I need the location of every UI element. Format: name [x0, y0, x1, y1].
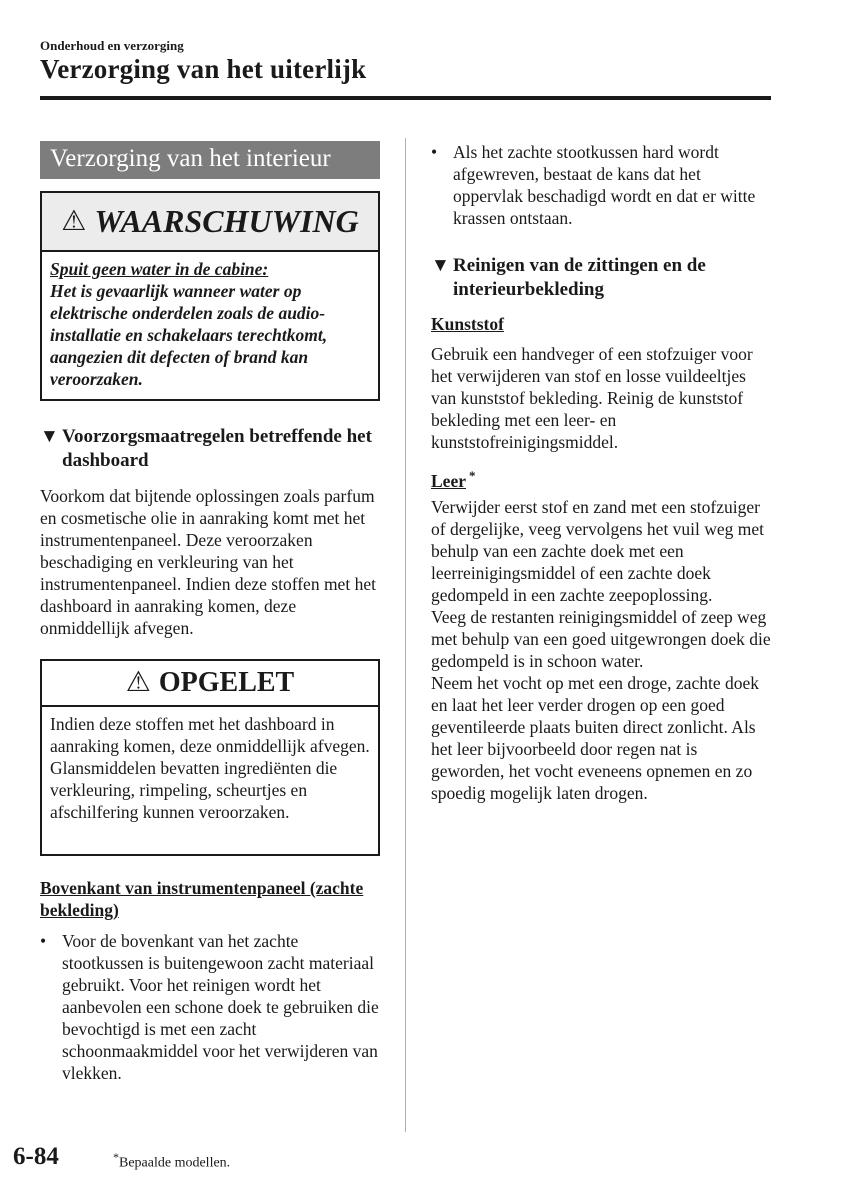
right-bullet	[431, 141, 771, 229]
warning-header	[42, 193, 378, 252]
dashboard-text: Voorkom dat bijtende oplossingen zoals parfum en cosmetische olie in aanraking komt met het instrumentenpaneel. Deze veroorzaken beschadiging en verkleuring van het instrumentenpaneel. Indien deze stoffen met het dashboard in aanraking komen, deze onmiddellijk afvegen.	[40, 486, 376, 638]
seats-heading	[431, 254, 793, 302]
upper-panel-bullet-text: Voor de bovenkant van het zachte stootkussen is buitengewoon zacht materiaal gebruikt. Voor het reinigen wordt het aanbevolen een schone doek te gebruiken die bevochtigd is met een zacht schoonmaakmiddel voor het verwijderen van vlekken.	[62, 931, 379, 1083]
warning-title: WAARSCHUWING	[94, 203, 359, 239]
leather-text-2: Veeg de restanten reinigingsmiddel of zeep weg met behulp van een goed uitgewrongen doek die gedompeld is in schoon water.	[431, 607, 771, 671]
plastic-text: Gebruik een handveger of een stofzuiger voor het verwijderen van stof en losse vuildeeltjes van kunststof bekleding. Reinig de kunststof bekleding met een leer- en kunststofreinigingsmiddel.	[431, 344, 753, 452]
seats-heading-text: Reinigen van de zittingen en de interieurbekleding	[453, 255, 706, 300]
section-label: Onderhoud en verzorging	[40, 38, 184, 53]
caution-text-2: Glansmiddelen bevatten ingrediënten die verkleuring, rimpeling, scheurtjes en afschilfering kunnen veroorzaken.	[50, 758, 338, 822]
plastic-heading: Kunststof	[431, 314, 504, 334]
warning-triangle-icon: ⚠	[125, 667, 151, 698]
leather-heading-text: Leer	[431, 470, 466, 491]
down-triangle-icon: ▼	[431, 255, 450, 276]
page-number: 6-84	[13, 1143, 59, 1170]
section-banner: Verzorging van het interieur	[40, 141, 380, 179]
asterisk-mark: *	[468, 468, 476, 483]
leather-text-1: Verwijder eerst stof en zand met een stofzuiger of dergelijke, veeg vervolgens het vuil weg met behulp van een zachte doek met een leerreinigingsmiddel of een zachte doek gedompeld in een zachte zeepoplossing.	[431, 497, 765, 605]
footnote-mark: *	[113, 1150, 119, 1164]
bullet-dot-icon: •	[40, 931, 47, 951]
upper-panel-bullet	[40, 930, 380, 1084]
warning-triangle-icon: ⚠	[61, 205, 87, 237]
bullet-dot-icon: •	[431, 142, 438, 162]
leather-text	[431, 496, 771, 804]
leather-text-3: Neem het vocht op met een droge, zachte doek en laat het leer verder drogen op een goed geventileerde plaats buiten direct zonlicht. Als het leer bijvoorbeeld door regen nat is geworden, het vocht eveneens opnemen en zo spoedig mogelijk laten drogen.	[431, 673, 759, 803]
caution-title: OPGELET	[158, 667, 295, 698]
warning-box	[40, 191, 380, 401]
page-title: Verzorging van het uiterlijk	[40, 54, 367, 84]
warning-text: Het is gevaarlijk wanneer water op elektrische onderdelen zoals de audio-installatie en schakelaars terechtkomt, aangezien dit defecten of brand kan veroorzaken.	[50, 281, 328, 389]
column-divider	[405, 138, 406, 1132]
caution-box	[40, 659, 380, 856]
caution-body	[42, 707, 378, 829]
warning-lead: Spuit geen water in de cabine:	[50, 259, 269, 279]
warning-body	[42, 252, 378, 396]
upper-panel-heading: Bovenkant van instrumentenpaneel (zachte bekleding)	[40, 878, 364, 920]
dashboard-heading-text: Voorzorgsmaatregelen betreffende het dashboard	[62, 426, 372, 471]
footnote	[113, 1150, 230, 1172]
leather-heading	[431, 465, 771, 492]
caution-text-1: Indien deze stoffen met het dashboard in aanraking komen, deze onmiddellijk afvegen.	[50, 714, 370, 756]
down-triangle-icon: ▼	[40, 426, 59, 447]
right-bullet-text: Als het zachte stootkussen hard wordt afgewreven, bestaat de kans dat het oppervlak beschadigd wordt en dat er witte krassen ontstaan.	[453, 142, 756, 228]
footnote-text: Bepaalde modellen.	[119, 1155, 231, 1171]
caution-header	[42, 661, 378, 707]
dashboard-heading	[40, 425, 402, 473]
title-rule	[40, 96, 771, 100]
